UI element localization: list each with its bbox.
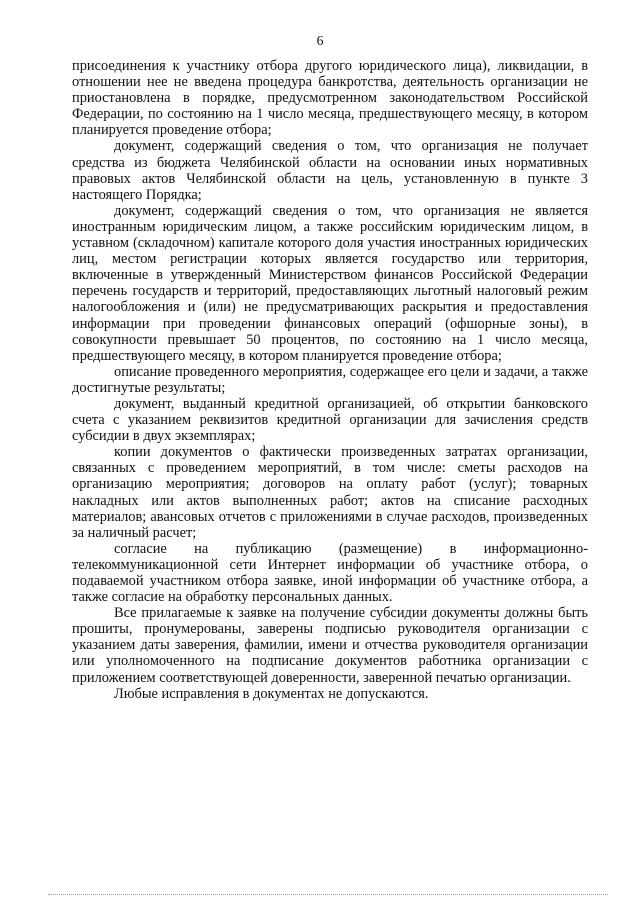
paragraph-publication-consent: согласие на публикацию (размещение) в информационно-телекоммуникационной сети Интернет информации об участнике отбора, о подаваемой участником отбора заявке, иной информации об участнике отбора, а также согласие на обработку персональных данных.	[72, 540, 588, 606]
paragraph-bank-account-document: документ, выданный кредитной организацией, об открытии банковского счета с указанием реквизитов кредитной организации для зачисления средств субсидии в двух экземплярах;	[72, 395, 588, 445]
scan-edge-divider	[48, 894, 608, 895]
paragraph-no-regional-funds: документ, содержащий сведения о том, что организация не получает средства из бюджета Челябинской области на основании иных нормативных правовых актов Челябинской области на цель, установленную в пункте 3 настоящего Порядка;	[72, 138, 588, 203]
paragraph-not-foreign-entity: документ, содержащий сведения о том, что организация не является иностранным юридическим лицом, а также российским юридическим лицом, в уставном (складочном) капитале которого доля участия иностранных юридических лиц, местом регистрации которых является государство или территория, включенные в утвержденный Министерством финансов Российской Федерации перечень государств и территорий, предоставляющих льготный налоговый режим налогообложения и (или) не предусматривающих раскрытия и предоставления информации при проведении финансовых операций (офшорные зоны), в совокупности превышает 50 процентов, по состоянию на 1 число месяца, предшествующего месяцу, в котором планируется проведение отбора;	[72, 202, 588, 364]
page-number: 6	[316, 33, 324, 48]
paragraph-dissolution-status: присоединения к участнику отбора другого юридического лица), ликвидации, в отношении нее не введена процедура банкротства, деятельность организации не приостановлена в порядке, предусмотренном законодательством Российской Федерации, по состоянию на 1 число месяца, предшествующего месяцу, в котором планируется проведение отбора;	[72, 58, 588, 139]
paragraph-document-binding-rules: Все прилагаемые к заявке на получение субсидии документы должны быть прошиты, пронумерованы, заверены подписью руководителя организации с указанием даты заверения, фамилии, имени и отчества руководителя организации или уполномоченного на подписание документов работника организации с приложением соответствующей доверенности, заверенной печатью организации.	[72, 605, 588, 686]
paragraph-event-description: описание проведенного мероприятия, содержащее его цели и задачи, а также достигнутые результаты;	[72, 363, 588, 396]
paragraph-no-corrections: Любые исправления в документах не допускаются.	[114, 685, 429, 702]
document-body	[72, 58, 588, 702]
paragraph-expense-documents: копии документов о фактически произведенных затратах организации, связанных с проведением мероприятий, в том числе: сметы расходов на организацию мероприятия; договоров на оплату работ (услуг); товарных накладных или актов выполненных работ; актов на списание расходных материалов; авансовых отчетов с приложениями в случае расходов, произведенных за наличный расчет;	[72, 444, 588, 541]
